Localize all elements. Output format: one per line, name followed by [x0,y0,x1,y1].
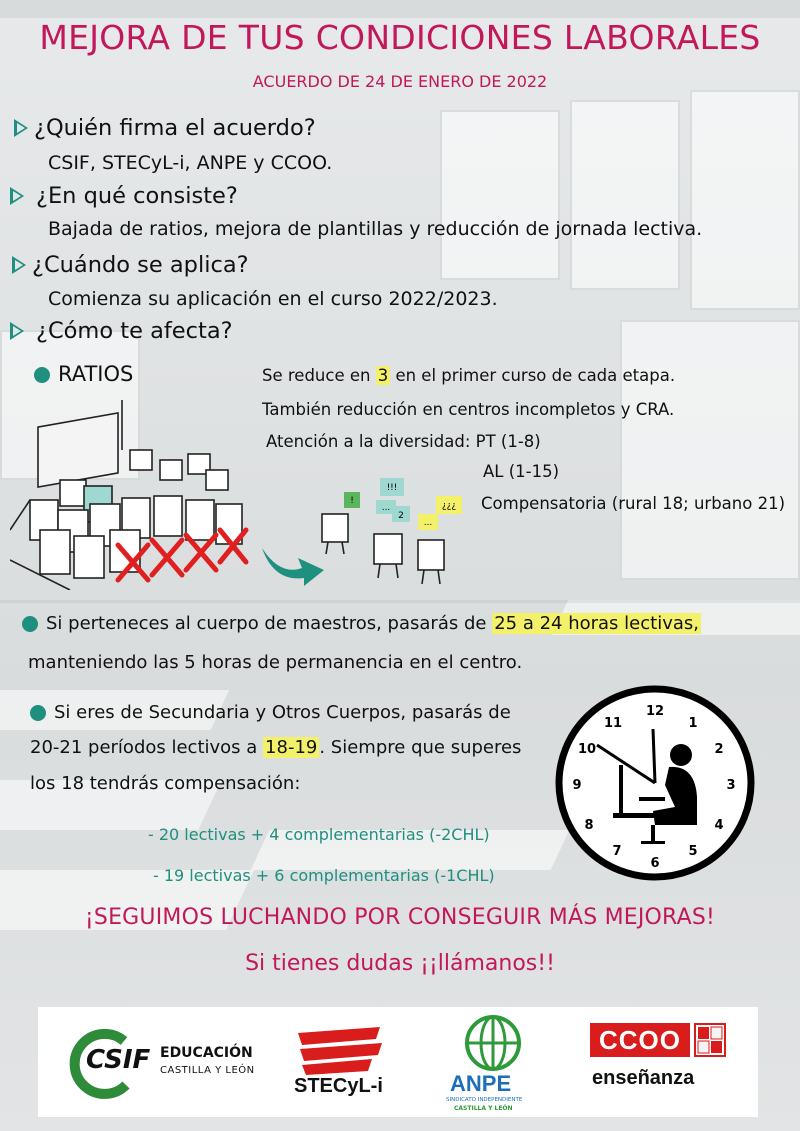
svg-text:2: 2 [398,511,404,521]
svg-text:11: 11 [603,716,623,731]
ccoo-logo: CCOO enseñanza [590,1023,730,1103]
svg-text:10: 10 [577,742,597,757]
bullet-dot-icon [22,616,38,632]
ratios-line-5: Compensatoria (rural 18; urbano 21) [481,494,786,513]
ratios-heading: RATIOS [34,362,133,386]
ratios-line-4: AL (1-15) [483,462,560,481]
faq-question-1: ¿Quién firma el acuerdo? [14,115,316,141]
ratios-line-1: Se reduce en 3 en el primer curso de cada etapa. [262,366,676,385]
crowded-classroom-illustration [10,380,260,590]
slogan-line-1: ¡SEGUIMOS LUCHANDO POR CONSEGUIR MÁS MEJORAS! [84,905,716,930]
page-subtitle: ACUERDO DE 24 DE ENERO DE 2022 [252,72,548,91]
secundaria-line-2: 20-21 períodos lectivos a 18-19 . Siempre que superes [30,737,522,758]
svg-text:4: 4 [714,818,724,833]
svg-text:¿¿¿: ¿¿¿ [441,501,457,511]
clock-illustration [555,685,755,881]
svg-text:!!!: !!! [386,483,398,493]
secundaria-option-1: - 20 lectivas + 4 complementarias (-2CHL) [148,825,490,844]
small-group-illustration [318,470,478,590]
slogan-line-2: Si tienes dudas ¡¡llámanos!! [245,951,555,976]
svg-text:7: 7 [612,844,622,859]
svg-text:12: 12 [645,704,665,719]
triangle-bullet-icon [10,187,24,205]
secundaria-option-2: - 19 lectivas + 6 complementarias (-1CHL) [153,866,495,885]
svg-text:5: 5 [688,844,698,859]
svg-text:1: 1 [688,716,698,731]
stecyl-logo: STECyL-i [288,1025,398,1105]
maestros-line-1: Si perteneces al cuerpo de maestros, pasarás de 25 a 24 horas lectivas, [22,613,701,634]
ratios-line-3: Atención a la diversidad: PT (1-8) [266,432,541,451]
svg-text:6: 6 [650,856,660,871]
maestros-line-2: manteniendo las 5 horas de permanencia en el centro. [28,652,523,673]
svg-text:9: 9 [572,778,582,793]
secundaria-line-1: Si eres de Secundaria y Otros Cuerpos, pasarás de [30,702,511,723]
svg-text:8: 8 [584,818,594,833]
triangle-bullet-icon [10,322,24,340]
ccoo-badge: CCOO [590,1023,690,1057]
castilla-leon-shield-icon [694,1023,726,1057]
bullet-dot-icon [30,705,46,721]
faq-answer-3: Comienza su aplicación en el curso 2022/2023. [48,288,498,310]
faq-question-4: ¿Cómo te afecta? [10,318,233,344]
union-logos-bar [38,1007,758,1117]
anpe-globe-icon [458,1013,528,1075]
svg-text:3: 3 [726,778,736,793]
secundaria-line-3: los 18 tendrás compensación: [30,773,301,794]
page-title: MEJORA DE TUS CONDICIONES LABORALES [39,18,761,57]
faq-question-2: ¿En qué consiste? [10,183,238,209]
faq-question-3: ¿Cuándo se aplica? [12,252,249,278]
ratios-line-2: También reducción en centros incompletos y CRA. [262,400,675,419]
anpe-logo: ANPE SINDICATO INDEPENDIENTE CASTILLA Y LEÓN [440,1013,550,1113]
csif-logo: CSIF EDUCACIÓN CASTILLA Y LEÓN [68,1029,268,1099]
triangle-bullet-icon [12,256,26,274]
faq-answer-1: CSIF, STECyL-i, ANPE y CCOO. [48,152,333,174]
stecyl-flag-icon [296,1025,386,1075]
triangle-bullet-icon [14,119,28,137]
faq-answer-2: Bajada de ratios, mejora de plantillas y reducción de jornada lectiva. [48,218,703,240]
svg-text:...: ... [423,518,433,528]
svg-text:!: ! [350,496,354,506]
svg-text:...: ... [381,503,391,513]
svg-text:2: 2 [714,742,724,757]
